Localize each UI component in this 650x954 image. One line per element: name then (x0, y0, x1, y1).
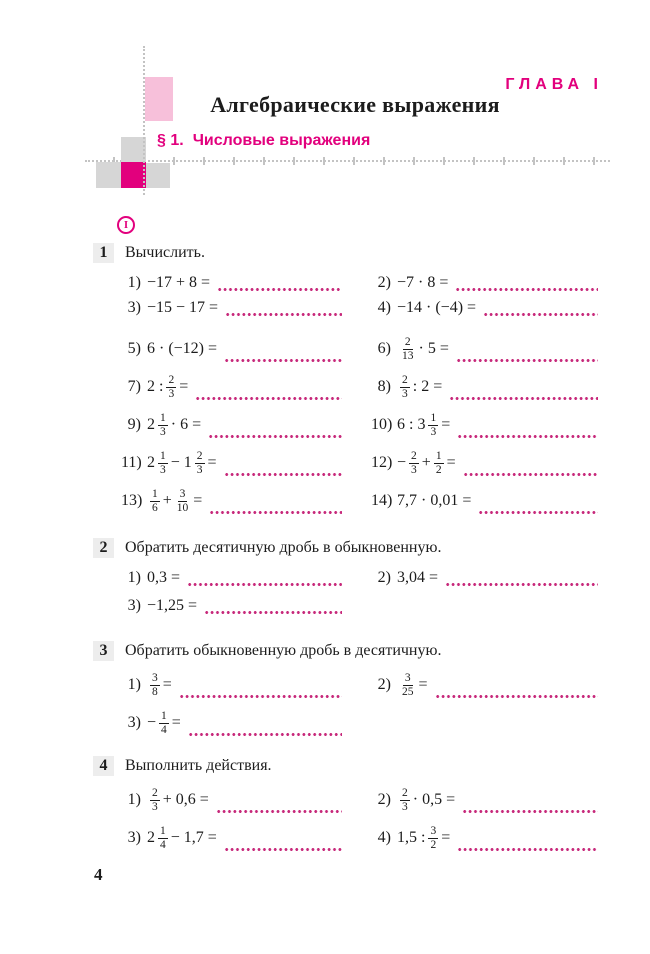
page-number: 4 (94, 865, 103, 884)
exercise-item (371, 448, 599, 478)
fraction (150, 787, 160, 814)
numerator: 3 (404, 671, 411, 684)
answer-blank[interactable] (209, 510, 342, 515)
item-number: 10) (371, 416, 393, 433)
section-title: Числовые выражения (192, 132, 371, 149)
math-text: − (147, 714, 157, 731)
item-number: 3) (127, 714, 141, 731)
expression (147, 710, 181, 737)
exercise-item (371, 670, 599, 700)
numerator: 2 (402, 373, 408, 386)
fraction (400, 374, 410, 401)
fraction (428, 825, 438, 852)
item-number: 2) (377, 676, 391, 693)
math-text: 2 (147, 416, 155, 433)
dotted-guide-vertical (143, 46, 145, 195)
item-number: 8) (377, 378, 391, 395)
task-body (93, 670, 610, 738)
fraction (409, 450, 419, 477)
math-text: = (193, 492, 203, 509)
numerator: 2 (168, 373, 175, 386)
expression (397, 336, 449, 363)
exercise-item (121, 823, 343, 853)
task-header (93, 756, 610, 776)
numerator: 2 (404, 335, 411, 348)
answer-blank[interactable] (195, 396, 342, 401)
answer-blank[interactable] (449, 396, 598, 401)
exercise-item (121, 372, 343, 402)
expression (397, 374, 442, 401)
math-text: −7 · 8 = (397, 273, 449, 291)
numerator: 2 (411, 449, 417, 462)
decor-gray-square-right (146, 163, 170, 188)
numerator: 1 (152, 487, 158, 500)
exercise-item (371, 410, 599, 440)
exercise-row (121, 486, 610, 516)
fraction (166, 374, 176, 401)
answer-blank[interactable] (188, 732, 342, 737)
denominator: 3 (152, 800, 158, 813)
denominator: 8 (152, 685, 158, 698)
fraction (434, 450, 444, 477)
fraction (400, 672, 416, 699)
denominator: 6 (152, 501, 158, 514)
numerator: 3 (179, 487, 186, 500)
answer-blank[interactable] (457, 847, 598, 852)
answer-blank[interactable] (483, 312, 598, 317)
item-number: 3) (127, 596, 141, 614)
expression (147, 274, 210, 292)
fraction (195, 450, 205, 477)
expression (147, 488, 202, 515)
page-title: Алгебраические выражения (210, 92, 500, 117)
task-header (93, 538, 610, 558)
numerator: 1 (160, 824, 166, 837)
fraction (400, 787, 410, 814)
math-text: = (162, 676, 172, 693)
numerator: 3 (430, 824, 437, 837)
exercise-row (121, 372, 610, 402)
answer-blank[interactable] (435, 694, 598, 699)
fraction (400, 336, 416, 363)
math-text: 2 (147, 454, 155, 471)
fraction (159, 710, 169, 737)
exercise-item (121, 567, 343, 588)
fraction (158, 412, 168, 439)
expression (397, 787, 455, 814)
exercise-row (121, 410, 610, 440)
answer-blank[interactable] (217, 287, 342, 292)
expression (147, 450, 217, 477)
math-text: + (162, 492, 172, 509)
expression (147, 299, 218, 317)
expression (397, 569, 438, 587)
math-text: 0,3 = (147, 568, 181, 586)
answer-blank[interactable] (463, 472, 598, 477)
expression (147, 374, 188, 401)
math-text: −17 + 8 = (147, 273, 211, 291)
item-number: 3) (127, 829, 141, 846)
fraction (158, 450, 168, 477)
task-number-badge: 1 (93, 243, 114, 263)
answer-blank[interactable] (204, 610, 342, 615)
math-text: 1,5 : (397, 829, 426, 846)
math-text: · 6 = (170, 416, 202, 433)
exercise-item (371, 486, 599, 516)
fraction (428, 412, 438, 439)
exercise-item (121, 297, 343, 318)
task-header (93, 243, 610, 263)
expression (147, 597, 197, 615)
math-text: 6 · (−12) = (147, 340, 218, 357)
item-number: 1) (127, 676, 141, 693)
exercise-item (121, 334, 343, 364)
denominator: 3 (402, 800, 408, 813)
fraction (158, 825, 168, 852)
numerator: 1 (160, 411, 166, 424)
expression (147, 787, 209, 814)
answer-blank[interactable] (179, 694, 342, 699)
exercise-item (121, 670, 343, 700)
item-number: 6) (377, 340, 391, 357)
exercise-item (371, 785, 599, 815)
answer-blank[interactable] (224, 472, 342, 477)
denominator: 4 (160, 838, 166, 851)
answer-blank[interactable] (187, 582, 342, 587)
math-text: = (207, 454, 217, 471)
math-text: · 5 = (418, 340, 449, 357)
fraction (150, 488, 160, 515)
math-text: : 2 = (412, 378, 443, 395)
exercise-item (121, 272, 343, 293)
exercise-item (371, 567, 599, 588)
numerator: 3 (152, 671, 158, 684)
item-number: 2) (377, 568, 391, 586)
math-text: −14 · (−4) = (397, 298, 477, 316)
expression (397, 672, 428, 699)
task-number-badge: 4 (93, 756, 114, 776)
task-number-badge: 3 (93, 641, 114, 661)
math-text: − 1 (170, 454, 192, 471)
math-text: 2 : (147, 378, 164, 395)
exercise-item (121, 785, 343, 815)
exercise-item (371, 272, 599, 293)
exercise-row (121, 448, 610, 478)
denominator: 25 (402, 685, 414, 698)
exercise-item (371, 372, 599, 402)
exercise-row (121, 823, 610, 853)
item-number: 4) (377, 829, 391, 846)
expression (397, 450, 456, 477)
exercise-item (121, 486, 343, 516)
numerator: 1 (160, 449, 166, 462)
expression (397, 412, 450, 439)
math-text: −1,25 = (147, 596, 198, 614)
task-header (93, 641, 610, 661)
item-number: 11) (121, 454, 142, 471)
math-text: −15 − 17 = (147, 298, 219, 316)
item-number: 2) (377, 791, 391, 808)
fraction (175, 488, 191, 515)
denominator: 3 (160, 463, 166, 476)
math-text: 6 : 3 (397, 416, 426, 433)
item-number: 4) (377, 298, 391, 316)
item-number: 12) (371, 454, 393, 471)
denominator: 10 (176, 501, 189, 514)
task-instruction: Обратить десятичную дробь в обыкновенную. (125, 539, 442, 556)
exercise-item (121, 708, 343, 738)
answer-blank[interactable] (456, 358, 598, 363)
math-text: · 0,5 = (412, 791, 456, 808)
exercise-item (121, 448, 343, 478)
numerator: 2 (196, 449, 203, 462)
answer-blank[interactable] (457, 434, 598, 439)
answer-blank[interactable] (208, 434, 342, 439)
decor-pink-square (145, 77, 173, 121)
item-number: 5) (127, 340, 141, 357)
item-number: 1) (127, 568, 141, 586)
exercise-row (121, 272, 610, 293)
answer-blank[interactable] (455, 287, 598, 292)
item-number: 7) (127, 378, 141, 395)
expression (147, 412, 201, 439)
numerator: 2 (402, 786, 408, 799)
denominator: 3 (168, 387, 175, 400)
decor-gray-square-left (96, 162, 121, 188)
item-number: 1) (127, 791, 141, 808)
answer-blank[interactable] (224, 358, 342, 363)
item-number: 3) (127, 298, 141, 316)
exercise-row (121, 708, 610, 738)
numerator: 1 (430, 411, 437, 424)
expression (147, 569, 180, 587)
exercise-item (371, 823, 599, 853)
task-4 (93, 756, 610, 861)
task-1 (93, 243, 610, 524)
denominator: 2 (435, 463, 442, 476)
expression (397, 274, 448, 292)
section-heading (157, 132, 370, 150)
numerator: 1 (435, 449, 442, 462)
exercise-row (121, 785, 610, 815)
answer-blank[interactable] (225, 312, 342, 317)
expression (147, 825, 217, 852)
math-text: − (397, 454, 407, 471)
item-number: 2) (377, 273, 391, 291)
expression (397, 492, 471, 510)
item-number: 1) (127, 273, 141, 291)
section-number: § 1. (157, 132, 184, 149)
denominator: 3 (160, 425, 166, 438)
math-text: 3,04 = (397, 568, 439, 586)
task-3 (93, 641, 610, 746)
answer-blank[interactable] (445, 582, 598, 587)
expression (147, 672, 172, 699)
numerator: 2 (152, 786, 158, 799)
item-number: 14) (371, 492, 393, 509)
exercise-row (121, 670, 610, 700)
math-text: = (441, 829, 451, 846)
math-text: = (171, 714, 181, 731)
expression (147, 340, 217, 358)
chapter-label: ГЛАВА I (505, 76, 603, 93)
math-text: = (179, 378, 189, 395)
answer-blank[interactable] (478, 510, 598, 515)
math-text: − 1,7 = (170, 829, 217, 846)
answer-blank[interactable] (462, 809, 598, 814)
denominator: 13 (402, 349, 414, 362)
exercise-item (121, 595, 343, 616)
task-instruction: Вычислить. (125, 244, 205, 261)
item-number: 13) (121, 492, 143, 509)
denominator: 2 (430, 838, 437, 851)
task-instruction: Обратить обыкновенную дробь в десятичную. (125, 642, 442, 659)
task-body (93, 567, 610, 616)
denominator: 3 (430, 425, 437, 438)
denominator: 3 (402, 387, 408, 400)
math-text: = (446, 454, 456, 471)
denominator: 3 (196, 463, 203, 476)
level-badge: I (117, 216, 135, 234)
numerator: 1 (161, 709, 167, 722)
fraction (150, 672, 160, 699)
task-number-badge: 2 (93, 538, 114, 558)
exercise-row (121, 334, 610, 364)
task-instruction: Выполнить действия. (125, 757, 272, 774)
answer-blank[interactable] (224, 847, 342, 852)
exercise-item (371, 297, 599, 318)
denominator: 4 (161, 723, 167, 736)
denominator: 3 (411, 463, 417, 476)
math-text: = (441, 416, 451, 433)
exercise-row (121, 567, 610, 588)
exercise-item (121, 410, 343, 440)
task-body (93, 785, 610, 853)
exercise-row (121, 297, 610, 318)
expression (397, 825, 450, 852)
task-2 (93, 538, 610, 623)
math-text: 2 (147, 829, 155, 846)
math-text: = (418, 676, 428, 693)
answer-blank[interactable] (216, 809, 342, 814)
exercise-item (371, 334, 599, 364)
math-text: 7,7 · 0,01 = (397, 492, 472, 509)
math-text: + 0,6 = (162, 791, 209, 808)
item-number: 9) (127, 416, 141, 433)
exercise-row (121, 595, 610, 616)
math-text: + (421, 454, 431, 471)
task-body (93, 272, 610, 516)
expression (397, 299, 476, 317)
